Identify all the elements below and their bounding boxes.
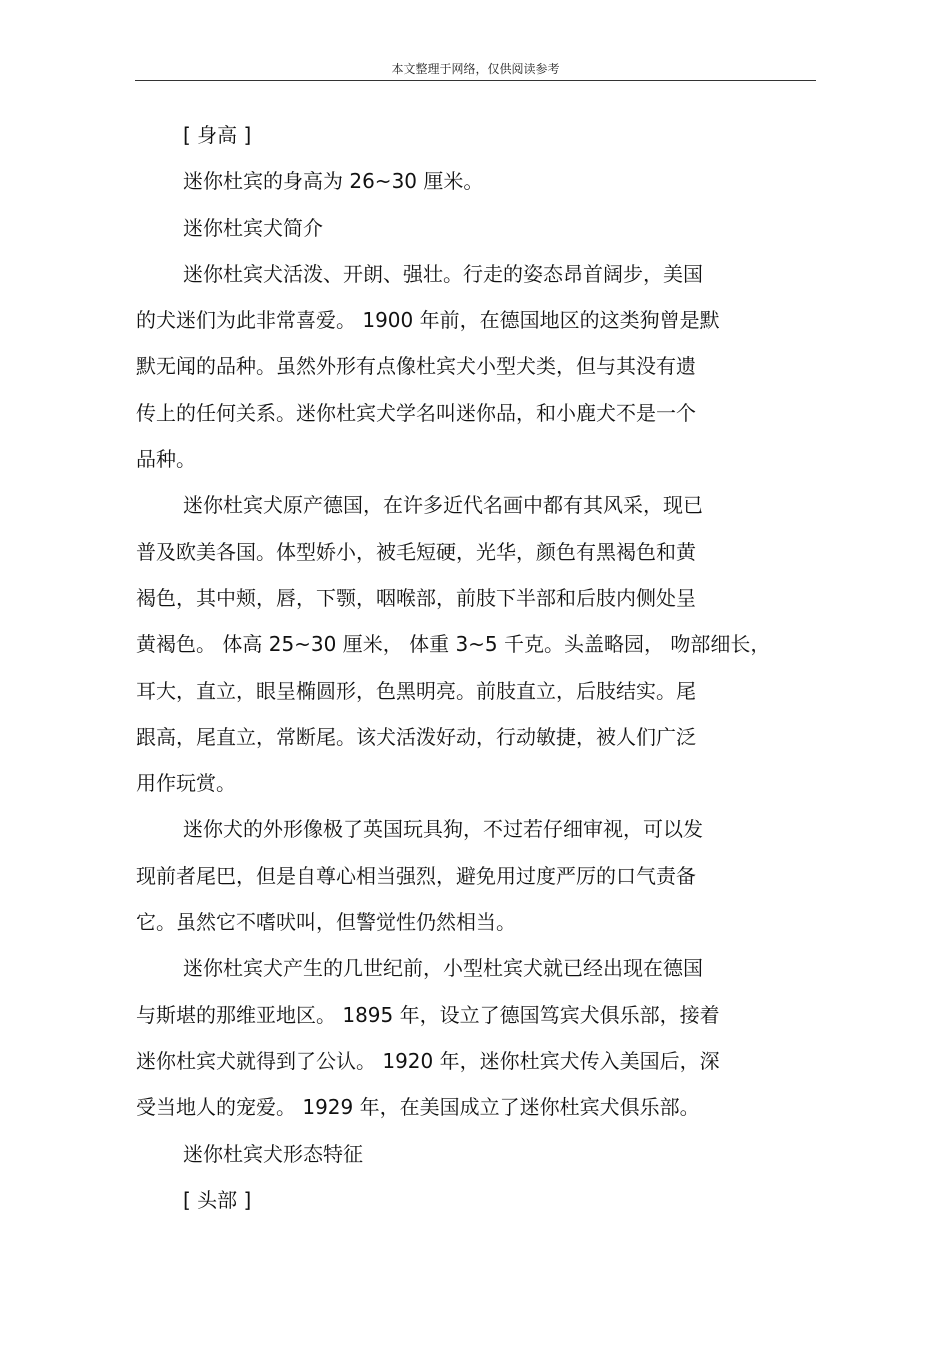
paragraph-line: 跟高，尾直立，常断尾。该犬活泼好动，行动敏捷，被人们广泛 (136, 724, 696, 749)
paragraph-line: 现前者尾巴，但是自尊心相当强烈，避免用过度严厉的口气责备 (136, 863, 696, 888)
paragraph-line: 传上的任何关系。迷你杜宾犬学名叫迷你品，和小鹿犬不是一个 (136, 400, 696, 425)
paragraph-line: 普及欧美各国。体型娇小，被毛短硬，光华，颜色有黑褐色和黄 (136, 539, 696, 564)
paragraph-line: 用作玩赏。 (136, 771, 236, 796)
section-heading-features: 迷你杜宾犬形态特征 (183, 1141, 363, 1166)
paragraph-line: 的犬迷们为此非常喜爱。 1900 年前，在德国地区的这类狗曾是默 (136, 308, 720, 333)
paragraph-line: 迷你杜宾犬活泼、开朗、强壮。行走的姿态昂首阔步，美国 (183, 261, 703, 286)
section-heading-intro: 迷你杜宾犬简介 (183, 215, 323, 240)
page-header: 本文整理于网络，仅供阅读参考 (391, 62, 560, 76)
paragraph-line: 黄褐色。 体高 25~30 厘米， 体重 3~5 千克。头盖略园， 吻部细长， (136, 632, 771, 657)
paragraph-line: 褐色，其中颊，唇，下颚，咽喉部，前肢下半部和后肢内侧处呈 (136, 585, 696, 610)
paragraph-line: 迷你杜宾的身高为 26~30 厘米。 (183, 169, 484, 194)
paragraph-line: 受当地人的宠爱。 1929 年，在美国成立了迷你杜宾犬俱乐部。 (136, 1095, 700, 1120)
paragraph-line: 与斯堪的那维亚地区。 1895 年，设立了德国笃宾犬俱乐部，接着 (136, 1002, 720, 1027)
paragraph-line: 迷你杜宾犬就得到了公认。 1920 年，迷你杜宾犬传入美国后，深 (136, 1048, 720, 1073)
section-heading-head: [ 头部 ] (183, 1187, 252, 1212)
paragraph-line: 品种。 (136, 447, 196, 472)
section-heading-height: [ 身高 ] (183, 123, 252, 147)
paragraph-line: 迷你犬的外形像极了英国玩具狗，不过若仔细审视，可以发 (183, 817, 703, 842)
paragraph-line: 迷你杜宾犬原产德国，在许多近代名画中都有其风采，现已 (183, 493, 703, 518)
paragraph-line: 它。虽然它不嗜吠叫，但警觉性仍然相当。 (136, 910, 516, 935)
paragraph-line: 迷你杜宾犬产生的几世纪前，小型杜宾犬就已经出现在德国 (183, 956, 703, 981)
document-body (136, 112, 801, 1223)
paragraph-line: 默无闻的品种。虽然外形有点像杜宾犬小型犬类，但与其没有遗 (136, 354, 696, 379)
paragraph-line: 耳大，直立，眼呈椭圆形，色黑明亮。前肢直立，后肢结实。尾 (136, 678, 696, 703)
header-rule (135, 80, 816, 81)
